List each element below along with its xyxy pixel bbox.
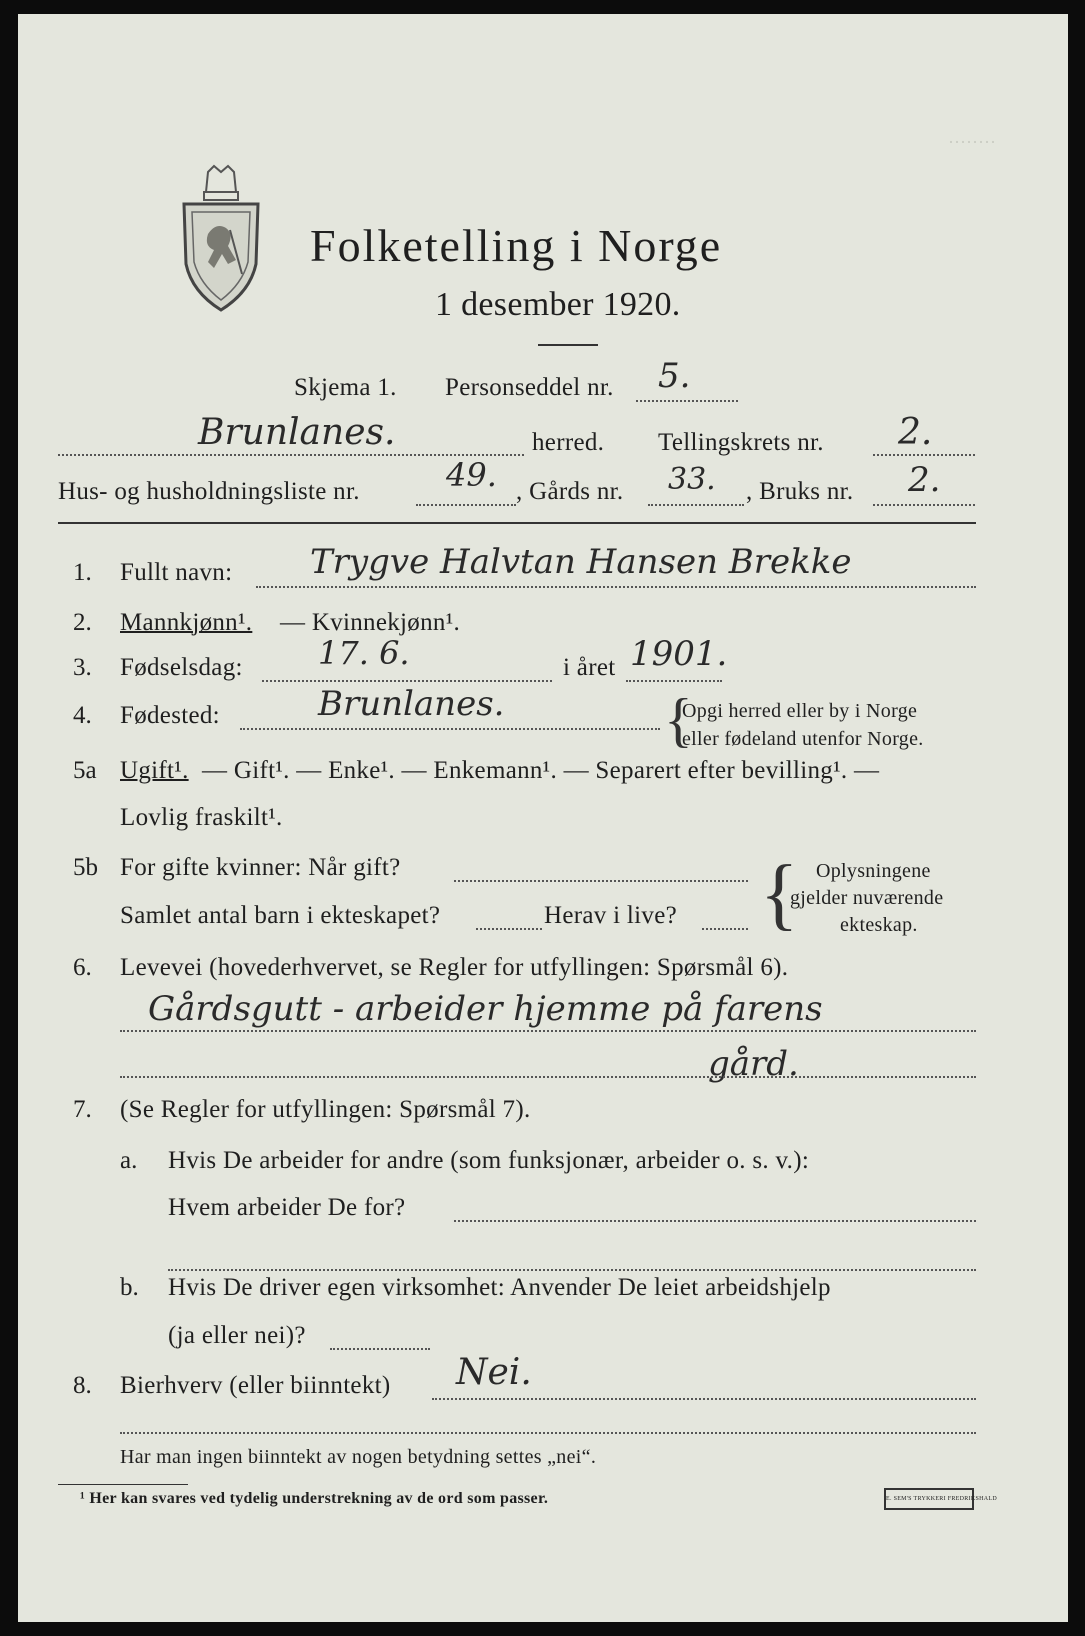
tellingskrets-label: Tellingskrets nr.: [658, 429, 824, 456]
q2-number: 2.: [73, 609, 92, 636]
gards-value: 33.: [668, 462, 716, 497]
q5b-label-alive: Herav i live?: [544, 902, 678, 929]
coat-of-arms-icon: [178, 164, 264, 314]
q7b-number: b.: [120, 1274, 139, 1301]
bruks-label: , Bruks nr.: [746, 478, 854, 505]
herred-value: Brunlanes.: [198, 412, 396, 453]
q1-number: 1.: [73, 559, 92, 586]
q4-note-line2: eller fødeland utenfor Norge.: [682, 728, 924, 750]
personseddel-value: 5.: [658, 356, 691, 396]
q5b-children-line: [476, 928, 542, 930]
q3-year-value: 1901.: [630, 634, 728, 674]
q7b-line: [330, 1348, 430, 1350]
q8-line2: [120, 1432, 976, 1434]
q6-value-line1: Gårdsgutt - arbeider hjemme på farens: [148, 989, 823, 1029]
q6-number: 6.: [73, 954, 92, 981]
census-form-page: [18, 14, 1068, 1622]
printer-stamp: E. SEM'S TRYKKERI FREDRIKSHALD: [884, 1488, 974, 1510]
hus-value: 49.: [446, 456, 497, 494]
q7a-label-line1: Hvis De arbeider for andre (som funksjonær, arbeider o. s. v.):: [168, 1147, 810, 1174]
personseddel-label: Personseddel nr.: [445, 374, 614, 401]
q5b-when-line: [454, 880, 748, 882]
skjema-label: Skjema 1.: [294, 374, 397, 401]
q8-label: Bierhverv (eller biinntekt): [120, 1372, 391, 1399]
q5b-note-line1: Oplysningene: [816, 860, 931, 882]
q6-line1: [120, 1030, 976, 1032]
q2-female-option: — Kvinnekjønn¹.: [280, 609, 461, 636]
form-date: 1 desember 1920.: [435, 286, 681, 323]
title-rule: [538, 344, 598, 346]
q1-value: Trygve Halvtan Hansen Brekke: [310, 542, 852, 582]
herred-label: herred.: [532, 429, 605, 456]
q5b-number: 5b: [73, 854, 98, 881]
q5b-label-children: Samlet antal barn i ekteskapet?: [120, 902, 441, 929]
q7a-number: a.: [120, 1147, 138, 1174]
header-rule: [58, 522, 976, 524]
q5b-note-line3: ekteskap.: [840, 914, 918, 936]
q4-value: Brunlanes.: [318, 684, 505, 724]
personseddel-line: [636, 400, 738, 402]
q5b-note-line2: gjelder nuværende: [790, 887, 944, 909]
q3-number: 3.: [73, 654, 92, 681]
q6-value-line2: gård.: [708, 1044, 799, 1084]
bruks-line: [873, 504, 975, 506]
q7a-line1: [454, 1220, 976, 1222]
q7-number: 7.: [73, 1096, 92, 1123]
q6-line2: [120, 1076, 976, 1078]
q5a-other-options: — Gift¹. — Enke¹. — Enkemann¹. — Separert efter bevilling¹. —: [202, 757, 880, 784]
q7a-line2: [168, 1269, 976, 1271]
q3-label: Fødselsdag:: [120, 654, 243, 681]
q8-value: Nei.: [456, 1352, 532, 1393]
q5b-brace: {: [760, 850, 799, 938]
q1-line: [256, 586, 976, 588]
q4-number: 4.: [73, 702, 92, 729]
q7a-label-line2: Hvem arbeider De for?: [168, 1194, 406, 1221]
q3-year-label: i året: [563, 654, 616, 681]
bleed-through: ········: [948, 132, 996, 152]
q7b-label-line2: (ja eller nei)?: [168, 1322, 306, 1349]
q5a-line2: Lovlig fraskilt¹.: [120, 804, 283, 831]
tellingskrets-value: 2.: [898, 412, 933, 453]
q7-label: (Se Regler for utfyllingen: Spørsmål 7).: [120, 1096, 531, 1123]
q4-line: [240, 728, 660, 730]
q2-male-option: Mannkjønn¹.: [120, 609, 253, 636]
form-title: Folketelling i Norge: [310, 220, 723, 271]
tellingskrets-line: [873, 454, 975, 456]
q4-note-line1: Opgi herred eller by i Norge: [682, 700, 918, 722]
q4-brace: {: [664, 687, 693, 753]
footer-note: Har man ingen biinntekt av nogen betydning settes „nei“.: [120, 1446, 597, 1468]
q3-year-line: [626, 680, 722, 682]
q5b-alive-line: [702, 928, 748, 930]
q5b-label-when: For gifte kvinner: Når gift?: [120, 854, 401, 881]
bruks-value: 2.: [908, 460, 941, 500]
q6-label: Levevei (hovederhvervet, se Regler for utfyllingen: Spørsmål 6).: [120, 954, 789, 981]
footnote-rule: [58, 1484, 188, 1485]
q5a-number: 5a: [73, 757, 97, 784]
gards-line: [648, 504, 744, 506]
q4-label: Fødested:: [120, 702, 220, 729]
q1-label: Fullt navn:: [120, 559, 233, 586]
q8-number: 8.: [73, 1372, 92, 1399]
q3-value: 17. 6.: [318, 634, 410, 672]
hus-label: Hus- og husholdningsliste nr.: [58, 478, 360, 505]
q8-line1: [432, 1398, 976, 1400]
q5a-ugift-option: Ugift¹.: [120, 757, 189, 784]
hus-line: [416, 504, 516, 506]
q3-line: [262, 680, 552, 682]
q7b-label-line1: Hvis De driver egen virksomhet: Anvender De leiet arbeidshjelp: [168, 1274, 831, 1301]
footnote: ¹ Her kan svares ved tydelig understrekning av de ord som passer.: [80, 1490, 549, 1507]
gards-label: , Gårds nr.: [516, 478, 624, 505]
